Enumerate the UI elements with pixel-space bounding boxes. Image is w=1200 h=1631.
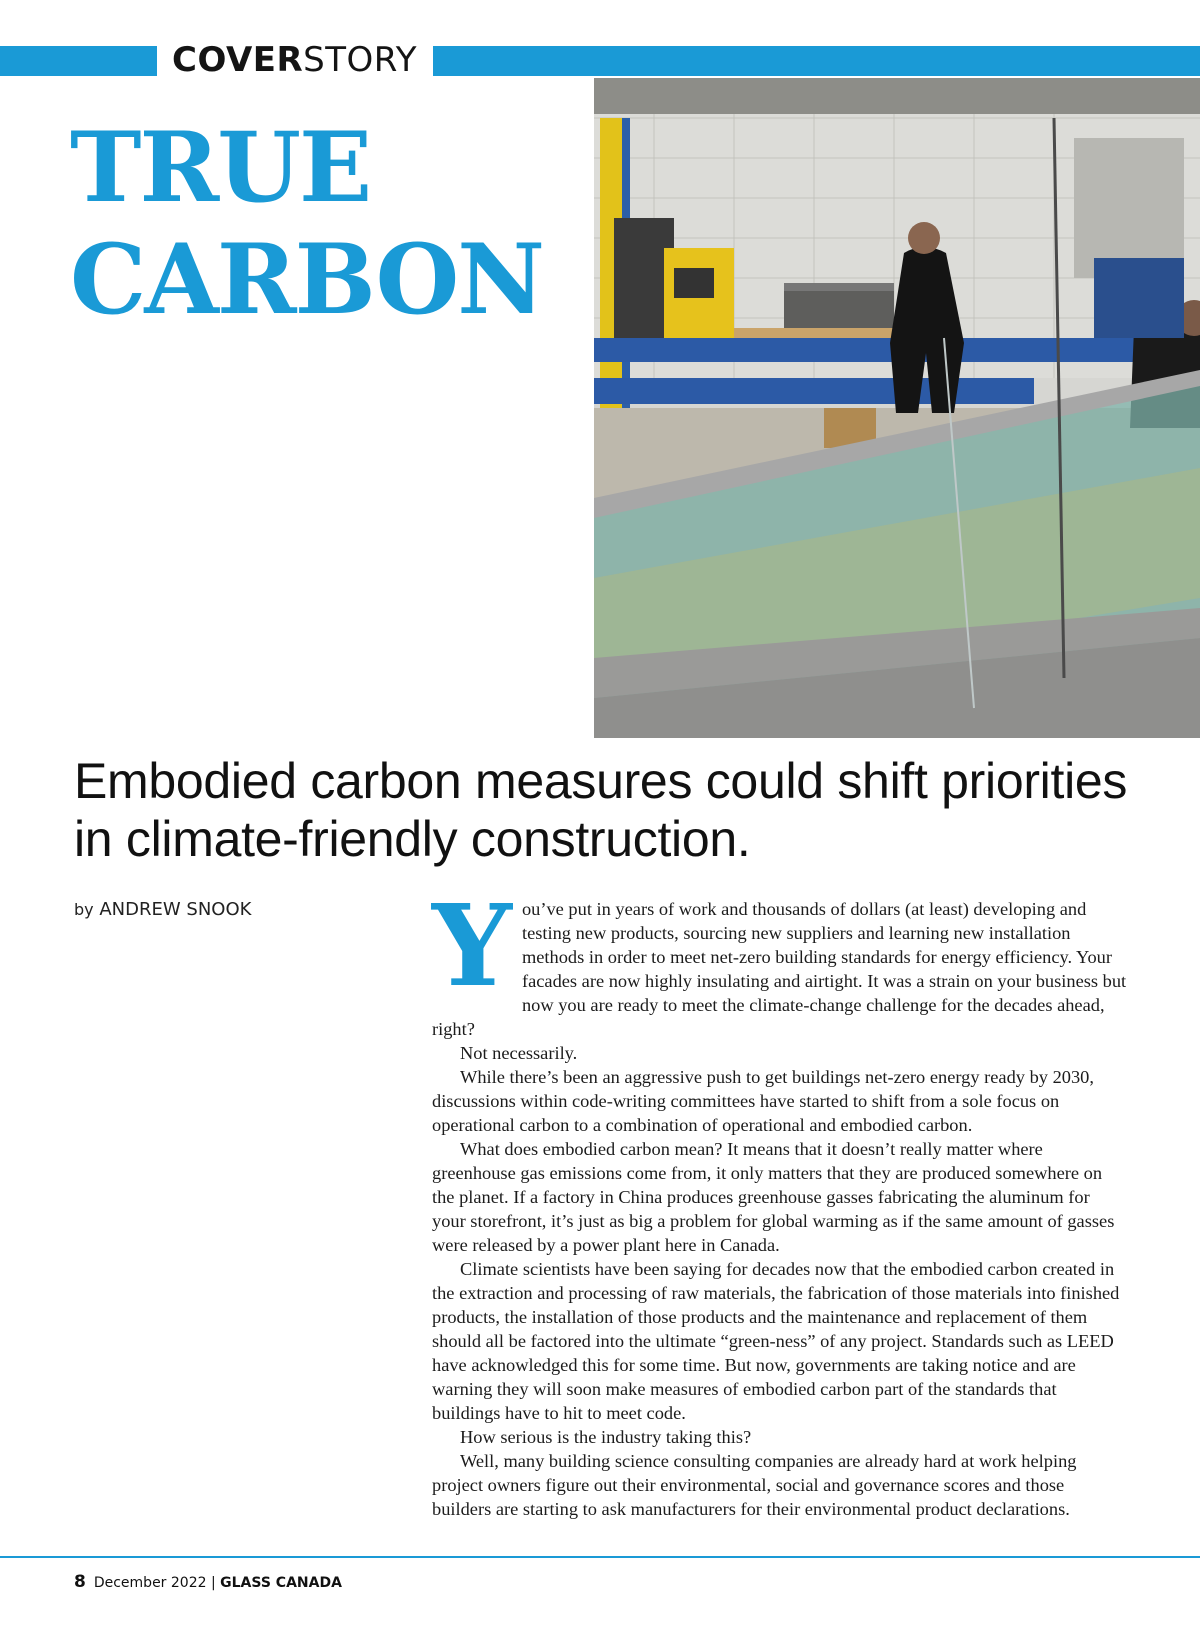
header-accent-bar-right (433, 46, 1200, 76)
section-label-bold: COVER (172, 40, 304, 80)
page-footer (74, 1572, 342, 1592)
section-label (172, 40, 417, 80)
article-paragraph: Not necessarily. (460, 1043, 578, 1063)
page-number: 8 (74, 1572, 86, 1592)
article-paragraph: How serious is the industry taking this? (460, 1427, 752, 1447)
article-paragraph-text: ou’ve put in years of work and thousands of dollars (at least) developing and testing new products, sourcing new suppliers and learning new installation methods in order to meet net-zero building standards for energy efficiency. Your facades are now highly insulating and airtight. It was a strain on your business but now you are ready to meet the climate-change challenge for the decades ahead, right? (432, 899, 1127, 1039)
headline-line-2: CARBON (70, 223, 543, 336)
header-accent-bar-left (0, 46, 157, 76)
byline-author: ANDREW SNOOK (99, 899, 252, 920)
section-label-light: STORY (303, 40, 418, 80)
article-paragraph: Climate scientists have been saying for decades now that the embodied carbon created in the extraction and processing of raw materials, the fabrication of those materials into finished products, the installation of those products and the maintenance and replacement of them should all be factored into the ultimate “green-ness” of any project. Standards such as LEED have acknowledged this for some time. But now, governments are taking notice and are warning they will soon make measures of embodied carbon part of the standards that buildings have to hit to meet code. (432, 1259, 1120, 1423)
issue-date: December 2022 | (93, 1575, 216, 1591)
headline-line-1: TRUE (70, 111, 371, 224)
glass-fabrication-shop-photo (594, 78, 1200, 738)
byline (74, 899, 251, 920)
publication-name: GLASS CANADA (220, 1575, 342, 1591)
article-paragraph: What does embodied carbon mean? It means that it doesn’t really matter where greenhouse gas emissions come from, it only matters that they are produced somewhere on the planet. If a factory in China produces greenhouse gasses fabricating the aluminum for your storefront, it’s just as big a problem for global warming as if the same amount of gasses were released by a power plant here in Canada. (432, 1139, 1115, 1255)
article-paragraph: Well, many building science consulting companies are already hard at work helping project owners figure out their environmental, social and governance scores and those builders are starting to ask manufacturers for their environmental product declarations. (432, 1451, 1077, 1519)
headline (70, 112, 590, 336)
article-deck: Embodied carbon measures could shift priorities in climate-friendly construction. (74, 753, 1128, 867)
article-paragraph: While there’s been an aggressive push to get buildings net-zero energy ready by 2030, discussions within code-writing committees have started to shift from a sole focus on operational carbon to a combination of operational and embodied carbon. (432, 1067, 1094, 1135)
article-paragraph (432, 881, 1128, 1041)
footer-rule (0, 1556, 1200, 1558)
byline-prefix: by (74, 900, 94, 919)
drop-cap: Y (432, 881, 512, 1012)
article-body (432, 881, 1128, 1521)
